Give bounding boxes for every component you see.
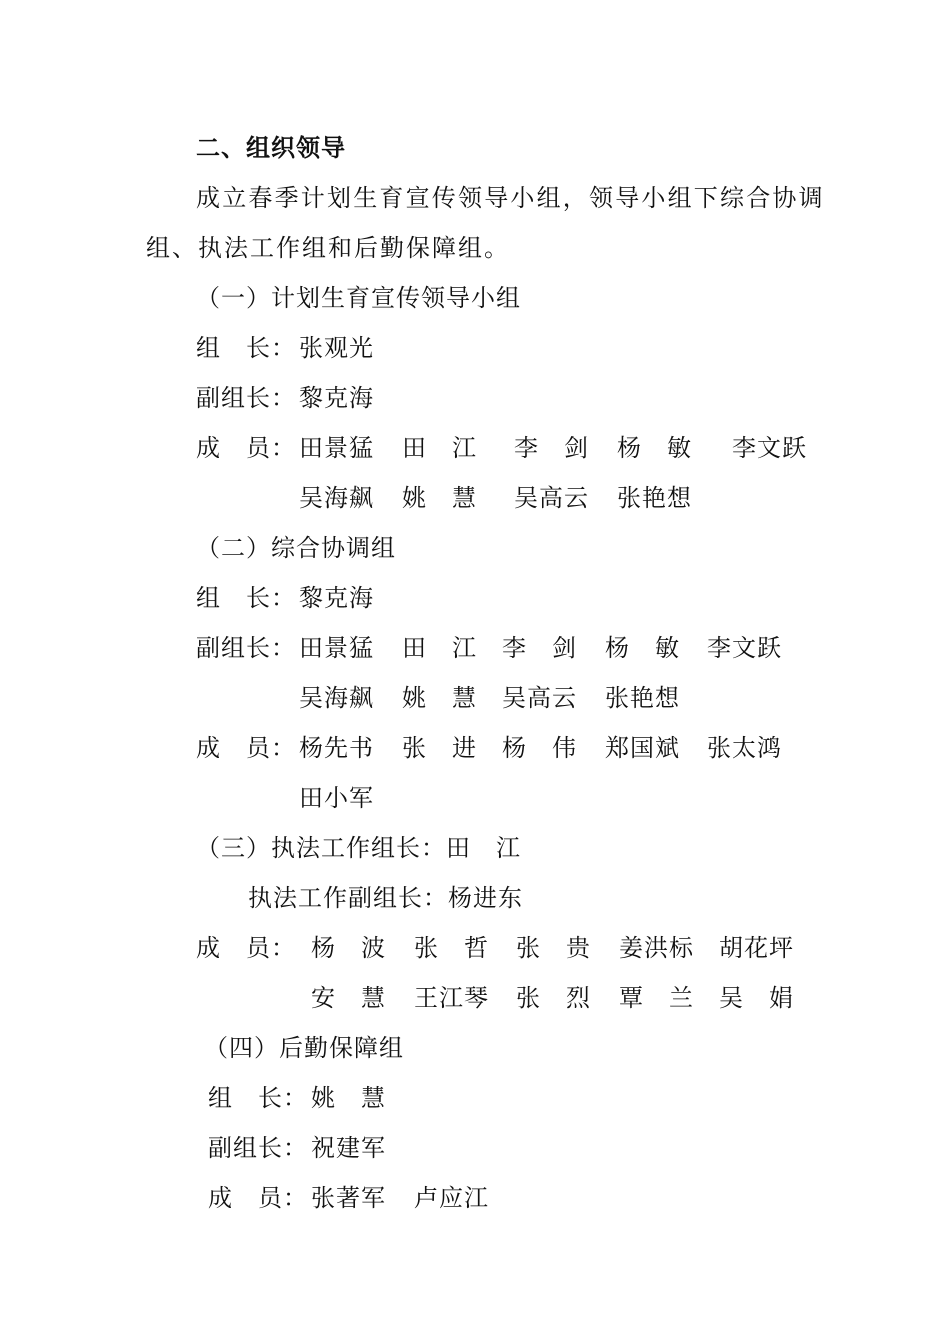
member-name: 王江琴: [414, 984, 489, 1012]
members-label: 成 员：: [196, 734, 296, 762]
section-heading: 二、组织领导: [196, 134, 346, 162]
member-name: 张 进: [402, 734, 477, 762]
member-name: 田 江: [402, 434, 477, 462]
member-name: 张 哲: [414, 934, 489, 962]
deputy-name: 李 剑: [502, 634, 577, 662]
group1-title: （一）计划生育宣传领导小组: [196, 284, 521, 312]
member-name: 杨先书: [299, 734, 374, 762]
deputy-label: 副组长：: [196, 384, 296, 412]
member-name: 郑国斌: [605, 734, 680, 762]
deputy-name: 姚 慧: [402, 684, 477, 712]
leader-label: 组 长：: [196, 584, 296, 612]
leader-label: 组 长：: [196, 334, 296, 362]
deputy-name: 李文跃: [707, 634, 782, 662]
members-label: 成 员：: [208, 1184, 308, 1212]
intro-paragraph-line-2: 组、执法工作组和后勤保障组。: [146, 234, 510, 262]
member-name: 安 慧: [311, 984, 386, 1012]
member-name: 张太鸿: [707, 734, 782, 762]
deputy-label: 副组长：: [208, 1134, 308, 1162]
group2-title: （二）综合协调组: [196, 534, 396, 562]
member-name: 卢应江: [414, 1184, 489, 1212]
member-name: 姚 慧: [402, 484, 477, 512]
deputy-label: 副组长：: [196, 634, 296, 662]
deputy-name: 黎克海: [299, 384, 374, 412]
member-name: 李 剑: [514, 434, 589, 462]
member-name: 胡花坪: [719, 934, 794, 962]
member-name: 吴 娟: [719, 984, 794, 1012]
deputy-name: 祝建军: [311, 1134, 386, 1162]
leader-name: 黎克海: [299, 584, 374, 612]
intro-paragraph-line-1: 成立春季计划生育宣传领导小组，领导小组下综合协调: [196, 184, 825, 212]
members-label: 成 员：: [196, 434, 296, 462]
leader-name: 张观光: [299, 334, 374, 362]
member-name: 张 烈: [516, 984, 591, 1012]
deputy-name: 田景猛: [299, 634, 374, 662]
member-name: 张著军: [311, 1184, 386, 1212]
member-name: 吴高云: [514, 484, 589, 512]
member-name: 姜洪标: [619, 934, 694, 962]
member-name: 覃 兰: [619, 984, 694, 1012]
member-name: 吴海飙: [299, 484, 374, 512]
deputy-name: 张艳想: [605, 684, 680, 712]
group4-title: （四）后勤保障组: [204, 1034, 404, 1062]
members-label: 成 员：: [196, 934, 296, 962]
member-name: 张艳想: [617, 484, 692, 512]
group3-title: （三）执法工作组长：田 江: [196, 834, 521, 862]
member-name: 田景猛: [299, 434, 374, 462]
member-name: 李文跃: [732, 434, 807, 462]
deputy-name: 吴海飙: [299, 684, 374, 712]
leader-label: 组 长：: [208, 1084, 308, 1112]
deputy-name: 吴高云: [502, 684, 577, 712]
deputy-name: 田 江: [402, 634, 477, 662]
member-name: 杨 伟: [502, 734, 577, 762]
member-name: 田小军: [299, 784, 374, 812]
member-name: 杨 敏: [617, 434, 692, 462]
deputy-name: 杨 敏: [605, 634, 680, 662]
member-name: 杨 波: [311, 934, 386, 962]
member-name: 张 贵: [516, 934, 591, 962]
group3-deputy-line: 执法工作副组长：杨进东: [248, 884, 523, 912]
leader-name: 姚 慧: [311, 1084, 386, 1112]
